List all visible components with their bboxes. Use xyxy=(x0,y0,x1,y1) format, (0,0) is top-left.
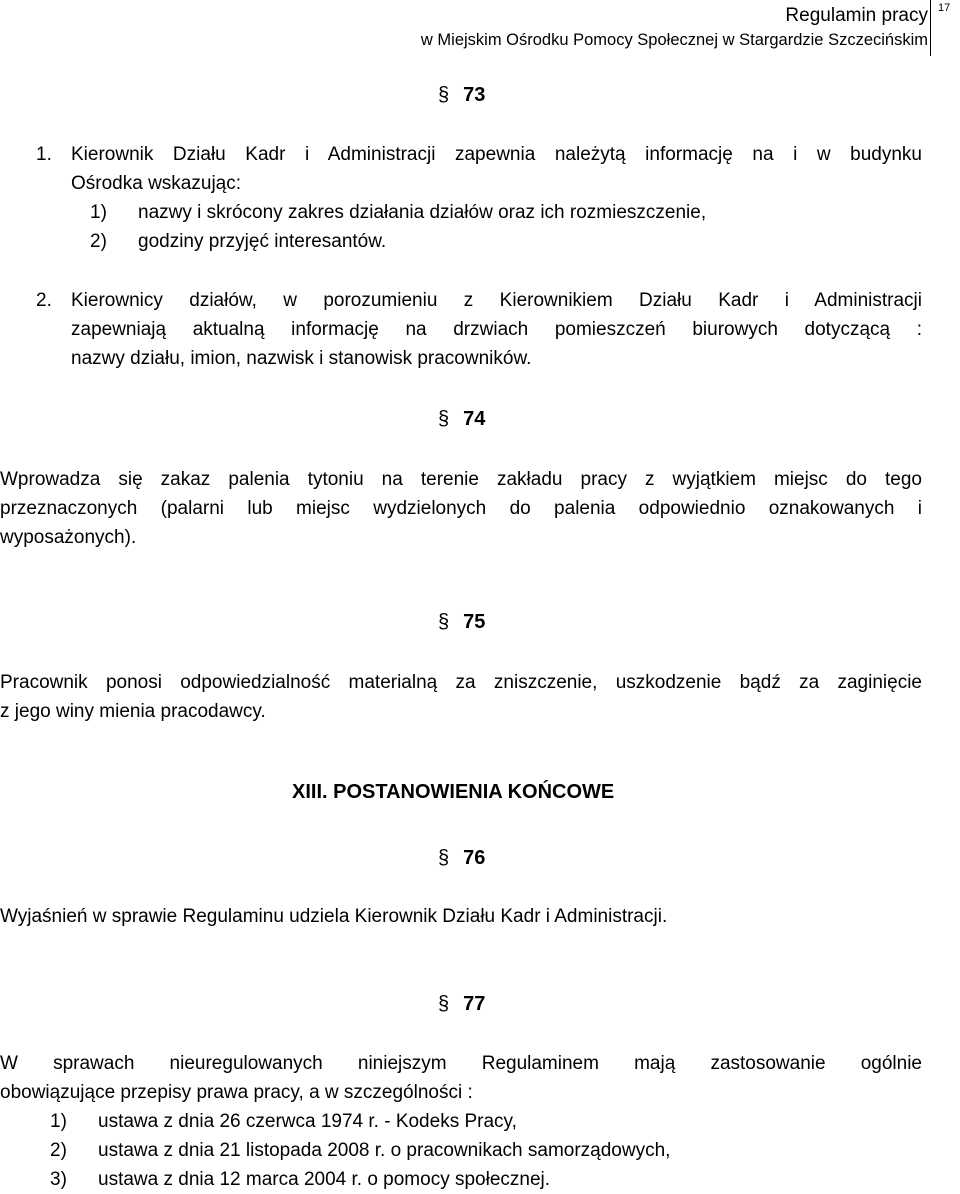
document-subtitle: w Miejskim Ośrodku Pomocy Społecznej w Stargardzie Szczecińskim xyxy=(420,31,928,49)
paragraph-line: Kierownik Działu Kadr i Administracji zapewnia należytą informację na i w budynku xyxy=(71,144,922,165)
section-sign: § xyxy=(438,84,450,106)
paragraph-line: nazwy działu, imion, nazwisk i stanowisk pracowników. xyxy=(71,348,532,369)
list-item-number: 3) xyxy=(50,1169,67,1190)
paragraph-line: W sprawach nieuregulowanych niniejszym Regulaminem mają zastosowanie ogólnie xyxy=(0,1053,922,1074)
list-item-text: nazwy i skrócony zakres działania działów oraz ich rozmieszczenie, xyxy=(138,202,707,223)
list-item xyxy=(50,1107,517,1136)
paragraph-line: z jego winy mienia pracodawcy. xyxy=(0,701,266,722)
section-73-heading xyxy=(438,84,485,107)
document-title: Regulamin pracy xyxy=(785,5,928,26)
paragraph-number: 2. xyxy=(36,290,52,311)
paragraph-line: Ośrodka wskazując: xyxy=(71,173,242,194)
header-divider xyxy=(930,0,931,56)
list-item xyxy=(50,1136,670,1165)
list-item-text: ustawa z dnia 21 listopada 2008 r. o pracownikach samorządowych, xyxy=(98,1140,671,1161)
section-sign: § xyxy=(438,408,450,430)
list-item-text: ustawa z dnia 26 czerwca 1974 r. - Kodeks Pracy, xyxy=(98,1111,517,1132)
paragraph-line: wyposażonych). xyxy=(0,527,137,548)
section-sign: § xyxy=(438,993,450,1015)
list-item-text: ustawa z dnia 12 marca 2004 r. o pomocy społecznej. xyxy=(98,1169,551,1190)
section-74-heading xyxy=(438,408,485,431)
section-number: 73 xyxy=(463,84,486,106)
paragraph-line: Kierownicy działów, w porozumieniu z Kierownikiem Działu Kadr i Administracji xyxy=(71,290,922,311)
section-75-heading xyxy=(438,611,485,634)
section-number: 76 xyxy=(463,847,486,869)
paragraph-line: przeznaczonych (palarni lub miejsc wydzielonych do palenia odpowiednio oznakowanych i xyxy=(0,498,922,519)
paragraph-line: Wyjaśnień w sprawie Regulaminu udziela Kierownik Działu Kadr i Administracji. xyxy=(0,906,668,927)
section-77-heading xyxy=(438,993,485,1016)
list-item xyxy=(50,1165,550,1194)
chapter-heading: XIII. POSTANOWIENIA KOŃCOWE xyxy=(292,781,615,803)
paragraph-line: obowiązujące przepisy prawa pracy, a w szczególności : xyxy=(0,1082,473,1103)
section-number: 75 xyxy=(463,611,486,633)
paragraph-line: Pracownik ponosi odpowiedzialność materialną za zniszczenie, uszkodzenie bądź za zaginięcie xyxy=(0,672,922,693)
list-item xyxy=(90,227,386,256)
list-item-number: 2) xyxy=(90,231,107,252)
section-sign: § xyxy=(438,611,450,633)
paragraph-line: Wprowadza się zakaz palenia tytoniu na terenie zakładu pracy z wyjątkiem miejsc do tego xyxy=(0,469,922,490)
section-sign: § xyxy=(438,847,450,869)
list-item xyxy=(90,198,706,227)
list-item-text: godziny przyjęć interesantów. xyxy=(138,231,387,252)
paragraph-number: 1. xyxy=(36,144,52,165)
section-number: 77 xyxy=(463,993,486,1015)
paragraph-line: zapewniają aktualną informację na drzwiach pomieszczeń biurowych dotyczącą : xyxy=(71,319,922,340)
section-number: 74 xyxy=(463,408,486,430)
page-number: 17 xyxy=(938,2,951,14)
list-item-number: 2) xyxy=(50,1140,67,1161)
list-item-number: 1) xyxy=(50,1111,67,1132)
list-item-number: 1) xyxy=(90,202,107,223)
section-76-heading xyxy=(438,847,485,870)
